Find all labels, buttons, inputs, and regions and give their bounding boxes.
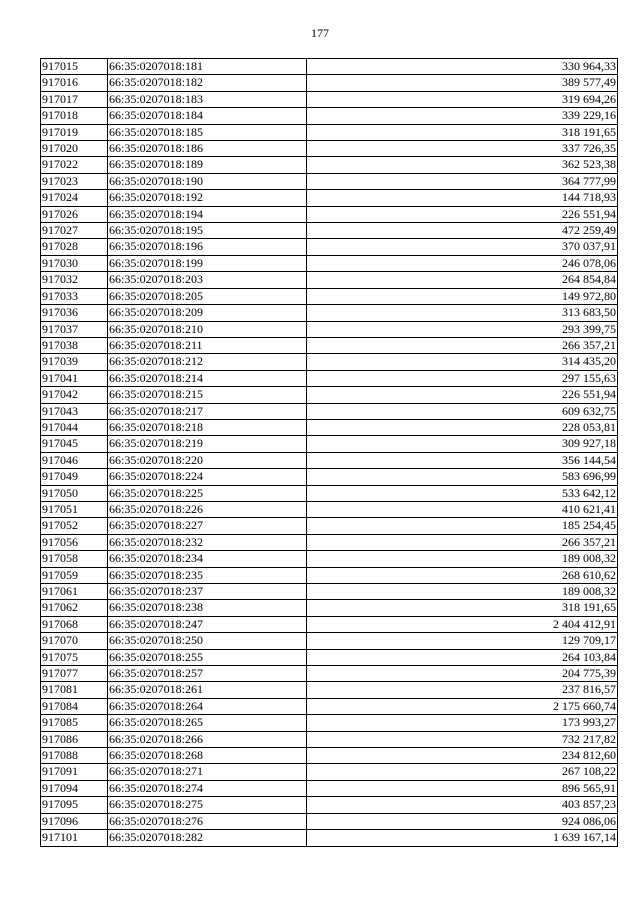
value-cell: 144 718,93 — [307, 190, 618, 206]
row-id-cell: 917038 — [41, 337, 108, 353]
table-row — [41, 419, 618, 435]
value-cell: 337 726,35 — [307, 141, 618, 157]
value-cell: 204 775,39 — [307, 666, 618, 682]
row-id-cell: 917051 — [41, 501, 108, 517]
cadastral-number-cell: 66:35:0207018:220 — [108, 452, 307, 468]
table-row — [41, 288, 618, 304]
row-id-cell: 917094 — [41, 780, 108, 796]
table-row — [41, 255, 618, 271]
value-cell: 410 621,41 — [307, 501, 618, 517]
value-cell: 609 632,75 — [307, 403, 618, 419]
cadastral-number-cell: 66:35:0207018:212 — [108, 354, 307, 370]
row-id-cell: 917070 — [41, 633, 108, 649]
row-id-cell: 917077 — [41, 666, 108, 682]
cadastral-number-cell: 66:35:0207018:181 — [108, 59, 307, 75]
cadastral-number-cell: 66:35:0207018:195 — [108, 223, 307, 239]
value-cell: 583 696,99 — [307, 469, 618, 485]
cadastral-number-cell: 66:35:0207018:211 — [108, 337, 307, 353]
value-cell: 293 399,75 — [307, 321, 618, 337]
value-cell: 364 777,99 — [307, 173, 618, 189]
row-id-cell: 917075 — [41, 649, 108, 665]
cadastral-number-cell: 66:35:0207018:282 — [108, 830, 307, 846]
row-id-cell: 917045 — [41, 436, 108, 452]
table-row — [41, 600, 618, 616]
cadastral-number-cell: 66:35:0207018:183 — [108, 91, 307, 107]
row-id-cell: 917037 — [41, 321, 108, 337]
row-id-cell: 917023 — [41, 173, 108, 189]
row-id-cell: 917088 — [41, 748, 108, 764]
row-id-cell: 917101 — [41, 830, 108, 846]
value-cell: 896 565,91 — [307, 780, 618, 796]
table-row — [41, 239, 618, 255]
table-row — [41, 584, 618, 600]
value-cell: 264 103,84 — [307, 649, 618, 665]
value-cell: 297 155,63 — [307, 370, 618, 386]
value-cell: 237 816,57 — [307, 682, 618, 698]
row-id-cell: 917081 — [41, 682, 108, 698]
table-row — [41, 698, 618, 714]
cadastral-number-cell: 66:35:0207018:218 — [108, 419, 307, 435]
table-row — [41, 501, 618, 517]
row-id-cell: 917016 — [41, 75, 108, 91]
row-id-cell: 917049 — [41, 469, 108, 485]
value-cell: 403 857,23 — [307, 797, 618, 813]
row-id-cell: 917030 — [41, 255, 108, 271]
value-cell: 228 053,81 — [307, 419, 618, 435]
table-row — [41, 682, 618, 698]
table-row — [41, 469, 618, 485]
cadastral-number-cell: 66:35:0207018:190 — [108, 173, 307, 189]
value-cell: 173 993,27 — [307, 715, 618, 731]
row-id-cell: 917096 — [41, 813, 108, 829]
value-cell: 185 254,45 — [307, 518, 618, 534]
row-id-cell: 917061 — [41, 584, 108, 600]
row-id-cell: 917015 — [41, 59, 108, 75]
row-id-cell: 917084 — [41, 698, 108, 714]
cadastral-number-cell: 66:35:0207018:189 — [108, 157, 307, 173]
value-cell: 266 357,21 — [307, 337, 618, 353]
cadastral-number-cell: 66:35:0207018:227 — [108, 518, 307, 534]
row-id-cell: 917018 — [41, 108, 108, 124]
value-cell: 370 037,91 — [307, 239, 618, 255]
row-id-cell: 917028 — [41, 239, 108, 255]
row-id-cell: 917046 — [41, 452, 108, 468]
value-cell: 234 812,60 — [307, 748, 618, 764]
cadastral-number-cell: 66:35:0207018:205 — [108, 288, 307, 304]
row-id-cell: 917026 — [41, 206, 108, 222]
value-cell: 2 175 660,74 — [307, 698, 618, 714]
cadastral-number-cell: 66:35:0207018:266 — [108, 731, 307, 747]
data-table — [40, 58, 618, 847]
table-row — [41, 748, 618, 764]
value-cell: 226 551,94 — [307, 387, 618, 403]
cadastral-number-cell: 66:35:0207018:185 — [108, 124, 307, 140]
table-row — [41, 59, 618, 75]
cadastral-number-cell: 66:35:0207018:194 — [108, 206, 307, 222]
table-row — [41, 387, 618, 403]
table-row — [41, 715, 618, 731]
table-row — [41, 616, 618, 632]
row-id-cell: 917039 — [41, 354, 108, 370]
cadastral-number-cell: 66:35:0207018:235 — [108, 567, 307, 583]
value-cell: 533 642,12 — [307, 485, 618, 501]
value-cell: 266 357,21 — [307, 534, 618, 550]
cadastral-number-cell: 66:35:0207018:255 — [108, 649, 307, 665]
row-id-cell: 917086 — [41, 731, 108, 747]
value-cell: 356 144,54 — [307, 452, 618, 468]
cadastral-number-cell: 66:35:0207018:276 — [108, 813, 307, 829]
row-id-cell: 917058 — [41, 551, 108, 567]
cadastral-number-cell: 66:35:0207018:184 — [108, 108, 307, 124]
value-cell: 924 086,06 — [307, 813, 618, 829]
table-row — [41, 337, 618, 353]
table-row — [41, 190, 618, 206]
cadastral-number-cell: 66:35:0207018:268 — [108, 748, 307, 764]
table-row — [41, 108, 618, 124]
row-id-cell: 917042 — [41, 387, 108, 403]
row-id-cell: 917043 — [41, 403, 108, 419]
value-cell: 389 577,49 — [307, 75, 618, 91]
cadastral-number-cell: 66:35:0207018:209 — [108, 305, 307, 321]
cadastral-number-cell: 66:35:0207018:257 — [108, 666, 307, 682]
cadastral-number-cell: 66:35:0207018:271 — [108, 764, 307, 780]
value-cell: 339 229,16 — [307, 108, 618, 124]
table-row — [41, 731, 618, 747]
row-id-cell: 917019 — [41, 124, 108, 140]
value-cell: 472 259,49 — [307, 223, 618, 239]
value-cell: 267 108,22 — [307, 764, 618, 780]
value-cell: 226 551,94 — [307, 206, 618, 222]
value-cell: 314 435,20 — [307, 354, 618, 370]
row-id-cell: 917027 — [41, 223, 108, 239]
value-cell: 318 191,65 — [307, 124, 618, 140]
value-cell: 129 709,17 — [307, 633, 618, 649]
row-id-cell: 917091 — [41, 764, 108, 780]
cadastral-number-cell: 66:35:0207018:224 — [108, 469, 307, 485]
value-cell: 149 972,80 — [307, 288, 618, 304]
cadastral-number-cell: 66:35:0207018:237 — [108, 584, 307, 600]
row-id-cell: 917052 — [41, 518, 108, 534]
cadastral-number-cell: 66:35:0207018:214 — [108, 370, 307, 386]
table-row — [41, 633, 618, 649]
table-row — [41, 91, 618, 107]
cadastral-number-cell: 66:35:0207018:182 — [108, 75, 307, 91]
row-id-cell: 917068 — [41, 616, 108, 632]
table-row — [41, 485, 618, 501]
table-row — [41, 797, 618, 813]
table-row — [41, 452, 618, 468]
value-cell: 2 404 412,91 — [307, 616, 618, 632]
table-row — [41, 813, 618, 829]
cadastral-number-cell: 66:35:0207018:199 — [108, 255, 307, 271]
value-cell: 268 610,62 — [307, 567, 618, 583]
cadastral-number-cell: 66:35:0207018:226 — [108, 501, 307, 517]
table-row — [41, 124, 618, 140]
table-row — [41, 141, 618, 157]
value-cell: 189 008,32 — [307, 584, 618, 600]
table-row — [41, 436, 618, 452]
cadastral-number-cell: 66:35:0207018:225 — [108, 485, 307, 501]
cadastral-number-cell: 66:35:0207018:217 — [108, 403, 307, 419]
cadastral-number-cell: 66:35:0207018:215 — [108, 387, 307, 403]
cadastral-number-cell: 66:35:0207018:196 — [108, 239, 307, 255]
table-row — [41, 534, 618, 550]
table-row — [41, 567, 618, 583]
value-cell: 309 927,18 — [307, 436, 618, 452]
row-id-cell: 917095 — [41, 797, 108, 813]
table-row — [41, 206, 618, 222]
row-id-cell: 917032 — [41, 272, 108, 288]
table-body — [41, 59, 618, 847]
cadastral-number-cell: 66:35:0207018:238 — [108, 600, 307, 616]
table-row — [41, 764, 618, 780]
row-id-cell: 917062 — [41, 600, 108, 616]
value-cell: 1 639 167,14 — [307, 830, 618, 846]
cadastral-number-cell: 66:35:0207018:186 — [108, 141, 307, 157]
table-row — [41, 173, 618, 189]
table-row — [41, 830, 618, 846]
table-row — [41, 321, 618, 337]
value-cell: 264 854,84 — [307, 272, 618, 288]
row-id-cell: 917033 — [41, 288, 108, 304]
cadastral-number-cell: 66:35:0207018:261 — [108, 682, 307, 698]
value-cell: 362 523,38 — [307, 157, 618, 173]
cadastral-number-cell: 66:35:0207018:275 — [108, 797, 307, 813]
table-row — [41, 305, 618, 321]
table-row — [41, 354, 618, 370]
row-id-cell: 917050 — [41, 485, 108, 501]
value-cell: 330 964,33 — [307, 59, 618, 75]
value-cell: 189 008,32 — [307, 551, 618, 567]
row-id-cell: 917017 — [41, 91, 108, 107]
row-id-cell: 917056 — [41, 534, 108, 550]
page-number: 177 — [311, 26, 329, 40]
cadastral-number-cell: 66:35:0207018:274 — [108, 780, 307, 796]
table-row — [41, 518, 618, 534]
row-id-cell: 917020 — [41, 141, 108, 157]
cadastral-number-cell: 66:35:0207018:203 — [108, 272, 307, 288]
value-cell: 732 217,82 — [307, 731, 618, 747]
cadastral-number-cell: 66:35:0207018:219 — [108, 436, 307, 452]
value-cell: 313 683,50 — [307, 305, 618, 321]
value-cell: 319 694,26 — [307, 91, 618, 107]
row-id-cell: 917022 — [41, 157, 108, 173]
cadastral-number-cell: 66:35:0207018:264 — [108, 698, 307, 714]
cadastral-number-cell: 66:35:0207018:250 — [108, 633, 307, 649]
cadastral-number-cell: 66:35:0207018:265 — [108, 715, 307, 731]
row-id-cell: 917059 — [41, 567, 108, 583]
table-row — [41, 370, 618, 386]
table-row — [41, 551, 618, 567]
row-id-cell: 917044 — [41, 419, 108, 435]
table-row — [41, 403, 618, 419]
cadastral-number-cell: 66:35:0207018:234 — [108, 551, 307, 567]
table-row — [41, 75, 618, 91]
value-cell: 318 191,65 — [307, 600, 618, 616]
table-row — [41, 780, 618, 796]
table-row — [41, 666, 618, 682]
cadastral-number-cell: 66:35:0207018:210 — [108, 321, 307, 337]
cadastral-number-cell: 66:35:0207018:192 — [108, 190, 307, 206]
table-row — [41, 157, 618, 173]
value-cell: 246 078,06 — [307, 255, 618, 271]
table-row — [41, 272, 618, 288]
row-id-cell: 917024 — [41, 190, 108, 206]
table-row — [41, 649, 618, 665]
table-row — [41, 223, 618, 239]
cadastral-number-cell: 66:35:0207018:232 — [108, 534, 307, 550]
row-id-cell: 917041 — [41, 370, 108, 386]
row-id-cell: 917036 — [41, 305, 108, 321]
row-id-cell: 917085 — [41, 715, 108, 731]
cadastral-number-cell: 66:35:0207018:247 — [108, 616, 307, 632]
